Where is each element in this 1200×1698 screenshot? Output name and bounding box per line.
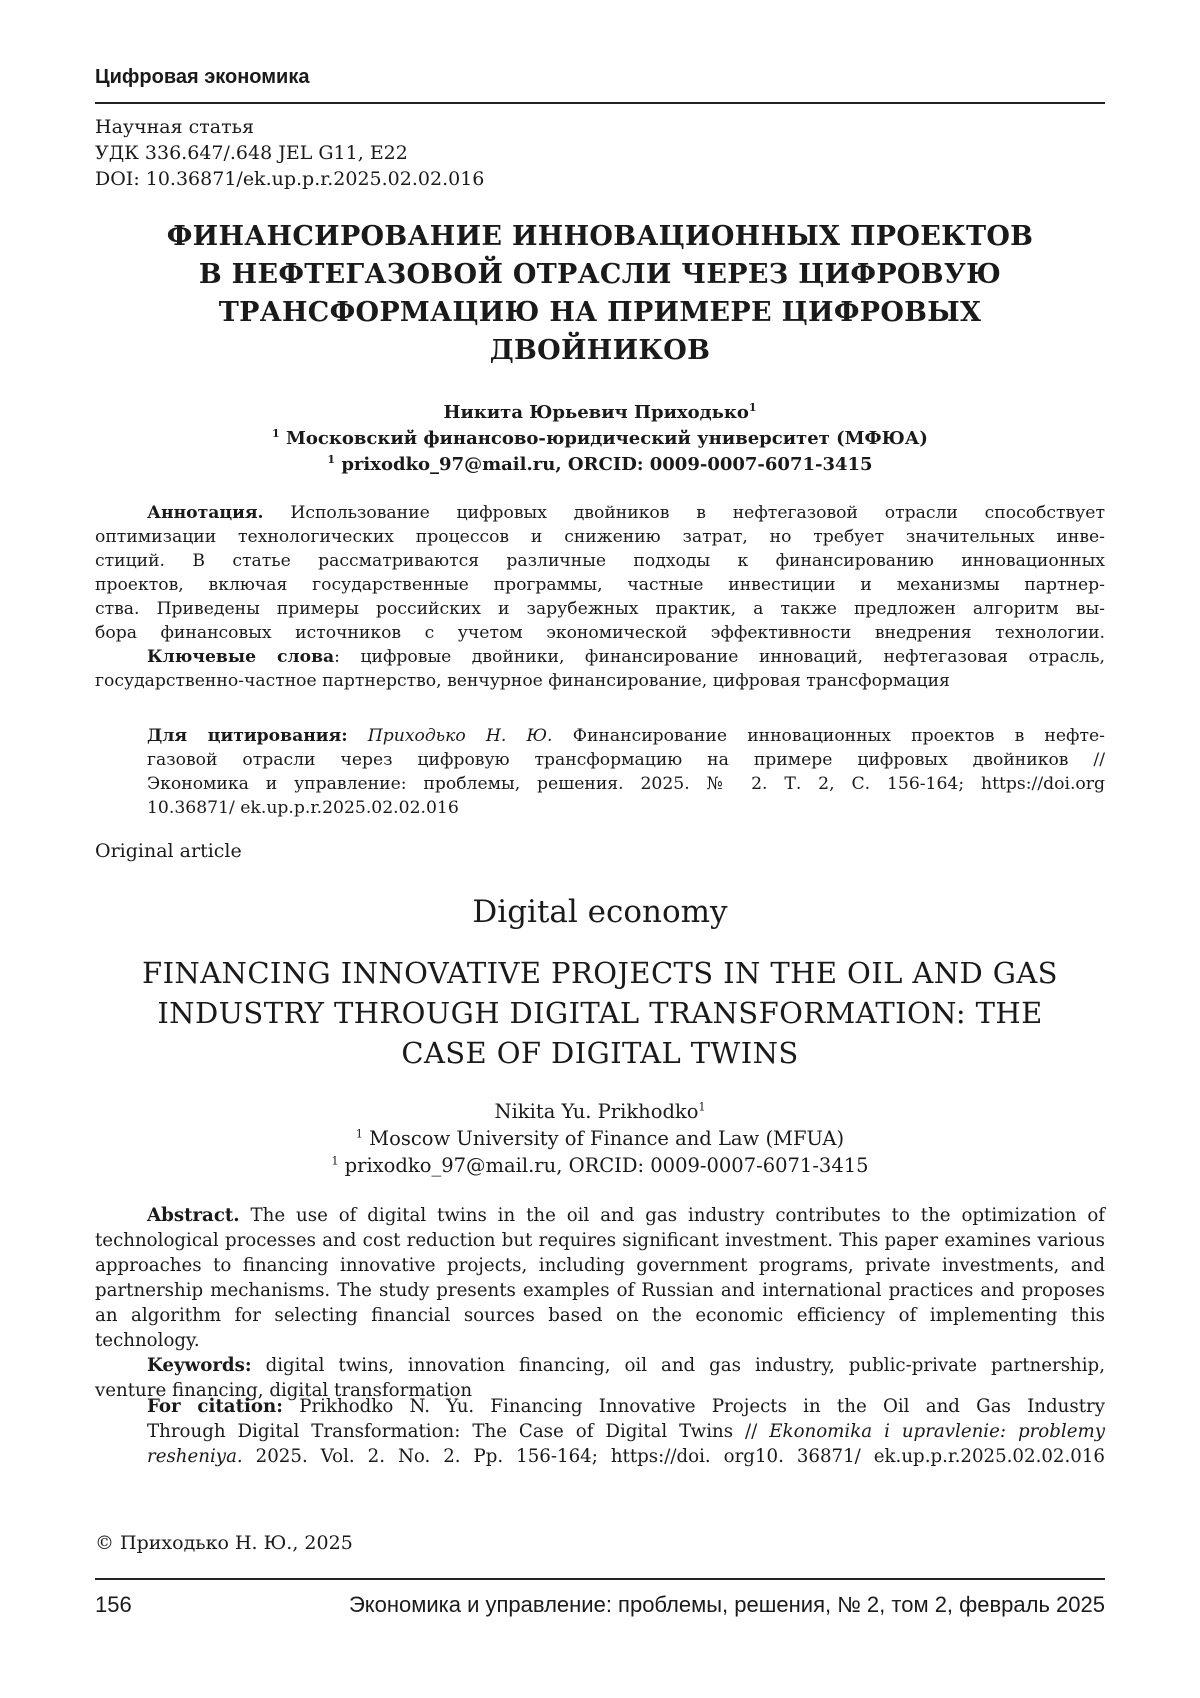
author-name-ru: Никита Юрьевич Приходько$^1$ [443, 401, 757, 423]
citation-ru-label: Для цитирования: [147, 726, 348, 746]
title-ru-line: В НЕФТЕГАЗОВОЙ ОТРАСЛИ ЧЕРЕЗ ЦИФРОВУЮ [198, 259, 1002, 290]
title-en-line: INDUSTRY THROUGH DIGITAL TRANSFORMATION: THE [157, 996, 1043, 1030]
footer-rule [95, 1578, 1105, 1580]
title-ru-line: ТРАНСФОРМАЦИЮ НА ПРИМЕРЕ ЦИФРОВЫХ [218, 297, 982, 328]
contact-en: $^1$ prixodko_97@mail.ru, ORCID: 0009-0007-6071-3415 [331, 1154, 869, 1177]
citation-en-label: For citation: [147, 1396, 283, 1417]
section-en: Digital economy [472, 894, 728, 930]
page-number: 156 [95, 1592, 132, 1617]
affiliation-ru: $^1$ Московский финансово-юридический университет (МФЮА) [272, 427, 928, 449]
citation-ru: Для цитирования: Приходько Н. Ю. Финансирование инновационных проектов в нефте- газовой отрасли через цифровую трансформацию на примере цифровых двойников // Экономика и управление: проблемы, решения. 2025. № 2. Т. 2, С. 156-164; https://doi.org 10.36871/ ek.up.p.r.2025.02.02.016 [147, 726, 1105, 818]
keywords-ru: Ключевые слова: цифровые двойники, финансирование инноваций, нефтегазовая отрасль, [147, 647, 1105, 667]
title-en [95, 953, 1105, 1073]
title-ru-line: ДВОЙНИКОВ [489, 335, 711, 366]
abstract-ru: Аннотация. Использование цифровых двойников в нефтегазовой отрасли способствует оптимизации технологических процессов и снижению затрат, но требует значительных инве- стиций. В статье рассматриваются различные подходы к финансированию инновационных проектов, включая государственные программы, частные инвестиции и механизмы партнер- ства. Приведены примеры российских и зарубежных практик, а также предложен алгоритм вы- бора финансовых источников с учетом экономической эффективности внедрения технологии. Ключевые слова: цифровые двойники, финансирование инноваций, нефтегазовая отрасль, государственно-частное партнерство, венчурное финансирование, цифровая трансформация [95, 503, 1105, 691]
abstract-ru-label: Аннотация. [147, 503, 264, 523]
running-head: Цифровая экономика [95, 66, 310, 88]
copyright: © Приходько Н. Ю., 2025 [95, 1532, 353, 1554]
journal-page [95, 0, 1105, 1698]
abstract-en: Abstract. The use of digital twins in the oil and gas industry contributes to the optimization of technological processes and cost reduction but requires significant investment. This paper examines various approaches to financing innovative projects, including government programs, private investments, and partnership mechanisms. The study presents examples of Russian and international practices and proposes an algorithm for selecting financial sources based on the economic efficiency of implementing this technology. Keywords: digital twins, innovation financing, oil and gas industry, public-private partnership, venture financing, digital transformation [95, 1205, 1105, 1401]
title-en-line: FINANCING INNOVATIVE PROJECTS IN THE OIL AND GAS [142, 956, 1058, 990]
abstract-en-label: Abstract. [147, 1205, 240, 1226]
article-type: Научная статья [95, 116, 254, 138]
header-rule [95, 102, 1105, 104]
authors-ru [95, 400, 1105, 478]
title-en-line: CASE OF DIGITAL TWINS [401, 1036, 799, 1070]
author-name-en: Nikita Yu. Prikhodko$^1$ [494, 1100, 706, 1123]
doi: DOI: 10.36871/ek.up.p.r.2025.02.02.016 [95, 168, 485, 190]
contact-ru: $^1$ prixodko_97@mail.ru, ORCID: 0009-0007-6071-3415 [327, 453, 873, 475]
udc-code: УДК 336.647/.648 JEL G11, E22 [95, 142, 408, 164]
original-article-label: Original article [95, 840, 242, 862]
affiliation-en: $^1$ Moscow University of Finance and Law (MFUA) [355, 1127, 845, 1150]
journal-footer: Экономика и управление: проблемы, решения, № 2, том 2, февраль 2025 [348, 1592, 1105, 1617]
keywords-en: Keywords: digital twins, innovation financing, oil and gas industry, public-private partnership, [147, 1355, 1105, 1376]
citation-en: For citation: Prikhodko N. Yu. Financing Innovative Projects in the Oil and Gas Industry Through Digital Transformation: The Case of Digital Twins // Ekonomika i upravlenie: problemy resheniya. 2025. Vol. 2. No. 2. Pp. 156-164; https://doi. org10. 36871/ ek.up.p.r.2025.02.02.016 [147, 1396, 1105, 1467]
authors-en [95, 1098, 1105, 1179]
article-meta [95, 114, 484, 192]
title-ru [95, 218, 1105, 370]
title-ru-line: ФИНАНСИРОВАНИЕ ИННОВАЦИОННЫХ ПРОЕКТОВ [166, 221, 1034, 252]
